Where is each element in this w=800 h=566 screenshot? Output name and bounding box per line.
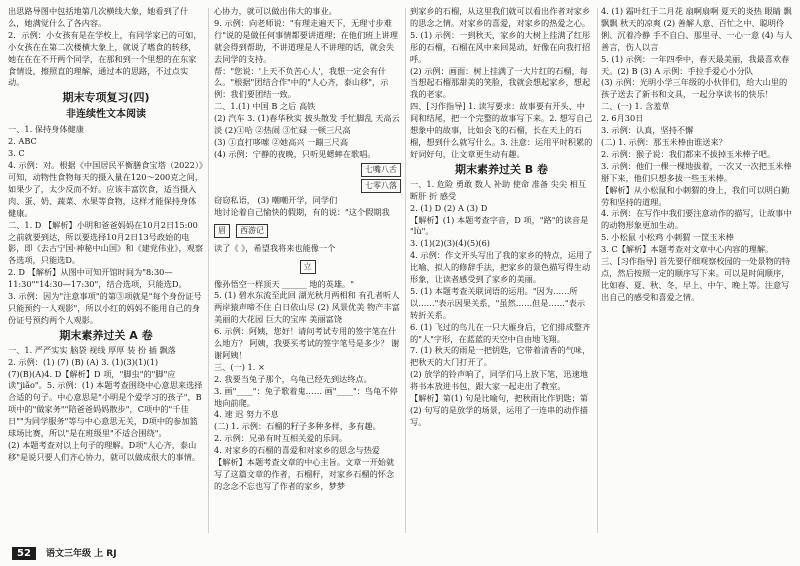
answer-item: 9. 示例：向老师说："有理走遍天下，无理寸步难行"说的是做任何事情都要讲道理；在他们班上讲理就会得到帮助，不讲道理是人不讲理的话，就会失去同学的支持。	[214, 17, 398, 64]
idiom-box: 七零八落	[361, 179, 401, 193]
continued-text: 到家乡的石榴，从这里我们就可以看出作者对家乡的思念之情。对家乡的喜爱，对家乡的热爱之心。	[410, 6, 591, 28]
answer-item: 6. 示例：阿姨，您好！请问考试专用的签字笔在什么地方？ 阿姨，我要买考试的签字笔号是多少？ 谢谢阿姨！	[214, 326, 400, 360]
answer-item: 2. 示例：猴子说：我们都来不拔掉玉米棒子吧。	[601, 148, 776, 159]
answer-item: 二、1.(1) 中国 B 之后 高铁	[214, 101, 316, 112]
column-3	[410, 6, 593, 534]
answer-item: 4. 速 迟 努力不息	[214, 409, 279, 420]
answer-item: 3. 示例：因为"注意事项"的第③项就是"每个身份证号只能预约一人观影"，所以小红的妈妈不能用自己的身份证号预约两个人观影。	[8, 291, 202, 325]
section-title: 期末素养过关 A 卷	[59, 328, 153, 342]
column-divider	[597, 8, 598, 533]
answer-item: 二、1. D 【解析】小明和爸爸妈妈在10月2日15:00之前就要到达，所以要选择10月2日13号政始的电影，即《去古宁国·神秘中山国》和《建党伟业》，观察各选项，只能选D。	[8, 219, 204, 266]
answer-item: 5. 小松鼠 小松鸡 小刺猬 一筐玉米棒	[601, 232, 734, 243]
answer-item: 2. 6月30日	[601, 113, 644, 124]
answer-item: 5. (1) 示例：一年四季中，春天最美丽，我最喜欢春天。(2) B (3) A 示例：手拉手爱心小分队	[601, 53, 790, 76]
char-box: 立	[300, 260, 316, 274]
answer-line: 地讨论着自己愉快的假期，有的说："这个假期我	[214, 206, 390, 217]
answer-item: 【解析】本题考查文章的中心主旨。文章一开始就写了这篇文章的作者，石榴籽，对家乡石榴的怀念的念念不忘也写了作者的家乡，梦梦	[214, 457, 395, 491]
answer-item: (2) 放学的铃声响了，同学们马上放下笔，迅速地将书本放进书包，跟大家一起走出了教室。	[410, 369, 588, 392]
answer-item: 3. (1)(2)(3)(4)(5)(6)	[410, 238, 491, 249]
answer-item: 三、(一) 1. ×	[214, 361, 265, 372]
answer-item: (3) ①直打哆嗦 ②她高兴 一蹦三尺高	[214, 136, 349, 147]
answer-item: 4. 对家乡的石榴的喜爱和对家乡的思念与热爱	[214, 445, 380, 456]
answer-item: (二) 1. 示例：石榴的籽子多种多样，多有趣。	[214, 421, 381, 432]
answer-item: 帮："您说：'上天不负苦心人'，我想一定会有什么。"根据"团结合作"中的"人心齐，泰山移"，示例：我们要团结一致。	[214, 65, 389, 100]
column-2	[214, 6, 401, 534]
column-divider	[208, 8, 209, 533]
answer-item: 2. (1) D (2) A (3) D	[410, 202, 488, 213]
book-title-box: 西游记	[236, 224, 268, 238]
idiom-box-row	[214, 163, 401, 177]
answer-item: (2) 示例：画面：树上挂满了一大片红的石榴，每当想起石榴那甜美的笑脸，我就会想起家乡，想起我的老家。	[410, 65, 591, 100]
section-subtitle: 非连续性文本阅读	[66, 109, 146, 121]
answer-item: 3. 示例：他们一棵一棵地拔着，一次又一次把玉米棒掰下来，他们只想多拔一些玉米棒。	[601, 160, 792, 183]
answer-item: 4. (1) 霜叶红于二月花 扇啊扇啊 夏天的炎热 眼睛 飘飘飘 秋天的凉爽 (2) 善解人意、百忙之中、聪明伶俐、沉着冷静 手不自白、那里寻、一心一意 (4) 与人善言，伤人以言	[601, 6, 793, 52]
idiom-box: 七嘴八舌	[361, 163, 401, 177]
intro-text: 2．示例：小女孩有是在学校上，有同学家已的可如，小女孩在在第二次楼横大象上，就说了嗜食的转移，她在在在不开两个同学，在那和到一个里想的在东家食情设，擦照直的理解，通过本的思路，不过点实动。	[8, 29, 202, 88]
column-4	[601, 6, 793, 534]
char-box-row	[214, 255, 401, 279]
answer-line: 读了《 》，希望我将来也能像一个	[214, 242, 336, 253]
answer-item: 4. 示例：作文开头写出了我的家乡的特点，运用了比喻、拟人的修辞手法，把家乡的景色描写得生动形象，让读者感受到了家乡的美丽。	[410, 250, 593, 285]
answer-item: 2. 示例：兄弟有时互相关爱的乐同。	[214, 433, 348, 444]
page-number: 52	[12, 547, 36, 560]
answer-item: (7)(B)(A)4. D【解析】D 项，"脚虫"的"脚"应读"jiǎo"。5. 示例：(1) 本题考查围绕中心意思来选择合适的句子。中心意思是"小明是个爱学习的孩子"，B项中的"做家务""陪爸爸妈妈散步"，C项中的"千佳日""为同学服务"等与中心意思无关，D项中的参加篮球场比赛，所以"是在班级里"不适合围绕"。	[8, 368, 203, 439]
answer-item: 二、(一) 1. 含羞草	[601, 101, 670, 112]
section-title: 期末专项复习(四)	[62, 91, 150, 105]
answer-item: 四、[习作指导] 1. 读写要求：故事要有开头、中间和结尾，把一个完整的故事写下来。2. 想写自己想象中的故事，比如会飞的石榴，长在天上的石榴，想到什么就写什么。3. 注意：运用平时积累的好词好句，让文章更生动有趣。	[410, 101, 593, 159]
answer-item: 一、1. 危险 勇敢 数人 补助 使命 准备 尖尖 相互 断肝 折 感受	[410, 178, 587, 201]
page-footer	[0, 540, 800, 566]
answer-item: (2) 汽车 3. (1)春华秋实 披头散发 手忙脚乱 天高云淡 (2)①哈 ②热闹 ③忙碌 一顿三尺高	[214, 113, 400, 136]
answer-item: 5. (1) 碧水东流至此回 湖光秋月两相和 有孔者听人 两岸猿声啼不住 白日依山尽 (2) 风景优美 物产丰富 美丽的大花园 巨大的宝库 美丽富饶	[214, 290, 400, 325]
answer-item: 【解析】第(1) 句是比喻句，把秋雨比作钥匙；第(2) 句写的是放学的场景，运用了一连串的动作描写。	[410, 393, 588, 427]
answer-line: 窃窃私语， (3) 嘲嘲开学，同学们	[214, 194, 338, 205]
char-box: 眉	[214, 224, 230, 238]
answer-item: 4. 示例：在写作中我们要注意动作的描写，让故事中的动物形象更加生动。	[601, 208, 792, 231]
answer-item: 三、[习作指导] 首先要仔细观察校园的一处景物的特点，然后按照一定的顺序写下来。可以是时间顺序，比如春、夏、秋、冬，早上、中午、晚上等。注意写出自己的感受和喜爱之情。	[601, 256, 791, 302]
answer-item: 3. 画"____"：兔子歌着鬼…… 画"____"：鸟龟不停地向前爬。	[214, 385, 398, 408]
answer-item: (4) 示例：宁静的夜晚，只听见蟋蟀在歌唱。	[214, 148, 376, 159]
answer-item: 2. D 【解析】从图中可知开馆时间为"8:30—11:30""14:30—17:30"，结合选项，只能选D。	[8, 267, 187, 290]
answer-item: 6. (1) 飞过的鸟儿在一只大雁身后，它们排成整齐的"人"字形，在蓝蓝的天空中自由地飞翔。	[410, 321, 591, 344]
answer-item: (3) 示例：光明小学三年级的小伙伴们，给大山里的孩子送去了新书和文具，一起分享读书的快乐！	[601, 77, 788, 100]
answer-item: 一、1. 保持身体健康	[8, 124, 84, 135]
answer-item: 3. C	[8, 148, 25, 159]
answer-item: 7. (1) 秋天的雨是一把钥匙，它带着清香的气味，把秋天的大门打开了。	[410, 345, 591, 368]
section-title: 期末素养过关 B 卷	[454, 162, 549, 176]
idiom-box-row	[214, 179, 401, 193]
intro-text: 出思路导图中包括地第几次横线大象，她看到了什么，她满觉什么了各内容。	[8, 6, 189, 28]
answer-line: 像孙悟空一样顶天 ______ 地的英雄。"	[214, 278, 354, 289]
book-name: 语文三年级 上 RJ	[46, 549, 117, 559]
continued-text: 心协力，就可以做出伟大的事业。	[214, 6, 337, 16]
answer-item: 4. 示例：对。根据《中国居民平衡膳食宝塔（2022）》可知，动物性食物每天的摄入量在120～200克之间，如果少了，太少反而不好。应该丰富饮食，适当摄入肉、蛋、奶、蔬菜、水果等食物，这样才能保持身体健康。	[8, 160, 204, 218]
answer-item: 5. (1) 示例：一到秋天，家乡的大树上挂满了红彤彤的石榴，石榴在风中来回晃动，好像在向我打招呼。	[410, 29, 591, 64]
char-box-row	[214, 219, 401, 243]
answer-item: 【解析】从小松鼠和小刺猬的身上，我们可以明白勤劳和坚持的道理。	[601, 184, 790, 207]
answer-item: 一、1. 严严实实 脑袋 视线 厚厚 装 扮 插 飘落	[8, 344, 176, 355]
column-divider	[405, 8, 406, 533]
answer-item: 3. 示例：认真，坚持不懈	[601, 125, 694, 136]
answer-item: 3. C【解析】本题考查对文章中心内容的理解。	[601, 244, 774, 255]
answer-item: 2. 我要当兔子那个，乌龟已经先到达终点。	[214, 373, 372, 384]
answer-item: (二) 1. 示例：那玉米棒由谁送来？	[601, 136, 727, 147]
column-1	[8, 6, 204, 534]
answer-item: 2. ABC	[8, 136, 37, 147]
answer-item: (2) 本题考查对以上句子的理解。D项"人心齐，泰山移"是说只要人们齐心协力，就可以做成很大的事情。	[8, 440, 201, 462]
answer-item: 5. (1) 本题考查关联词语的运用。"因为……所以……"表示因果关系，"虽然……但是……"表示转折关系。	[410, 285, 586, 320]
answer-item: 【解析】(1) 本题考查字音，D 项，"路"的读音是 "lù"。	[410, 214, 589, 237]
answer-item: 2. 示例：(1) (7) (B) (A) 3. (1)(3)(1)(1)	[8, 356, 159, 367]
